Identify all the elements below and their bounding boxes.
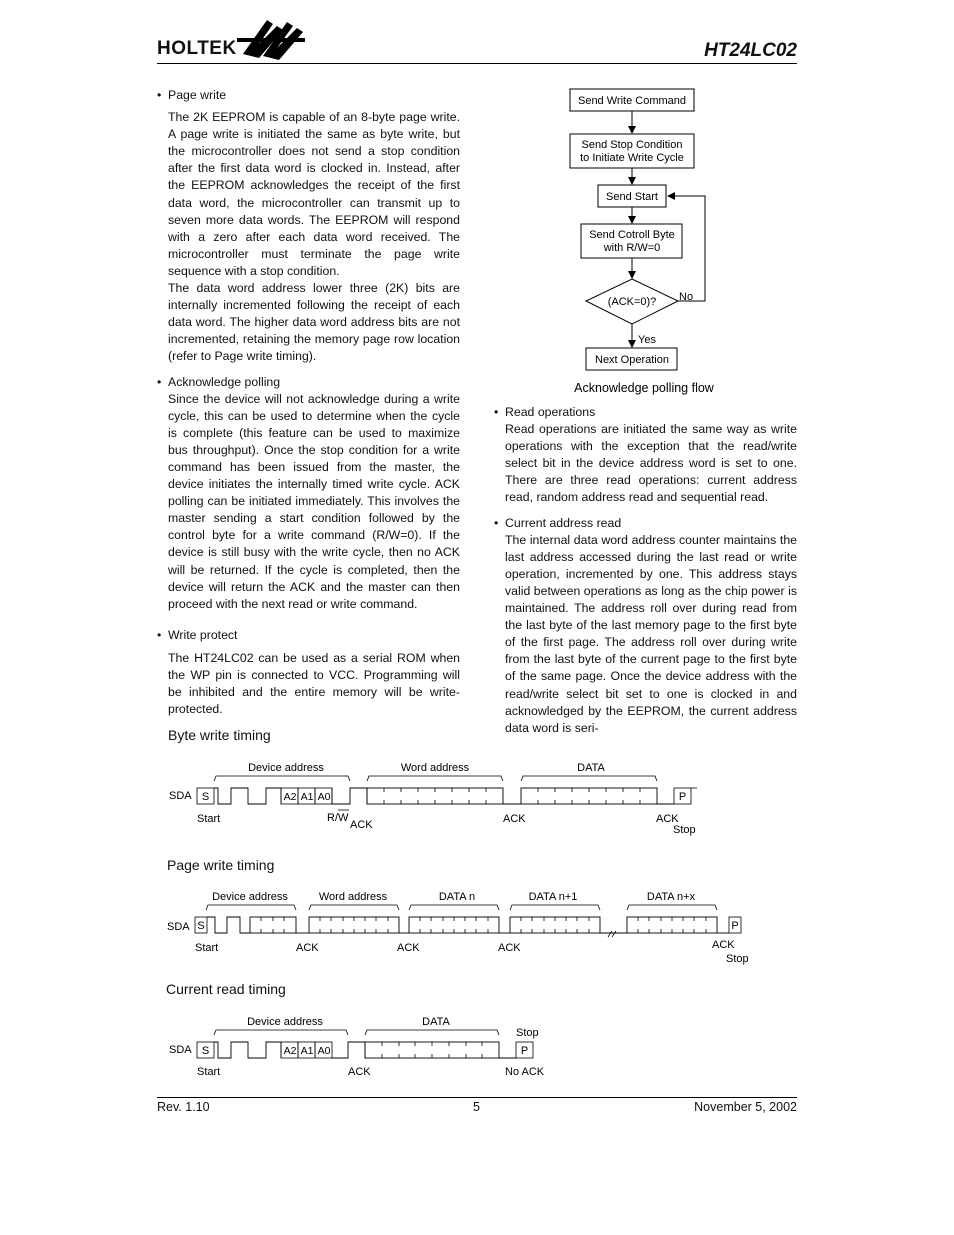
flow-box4-line1: Send Cotroll Byte: [589, 229, 675, 241]
document-title: HT24LC02: [704, 40, 797, 61]
header-rule: [157, 63, 797, 64]
cr-start-label: Start: [197, 1066, 221, 1078]
bw-data-label: DATA: [577, 762, 605, 774]
page-write-timing-diagram: [160, 884, 760, 969]
cr-a2: A2: [283, 1045, 297, 1057]
cr-a1: A1: [300, 1045, 314, 1057]
cr-a0: A0: [317, 1045, 331, 1057]
flow-caption: Acknowledge polling flow: [574, 381, 714, 395]
flow-box2-line1: Send Stop Condition: [581, 139, 683, 151]
logo-mark-icon: [237, 14, 307, 60]
pw-start-s: S: [197, 920, 205, 932]
logo-text: HOLTEK: [157, 38, 237, 59]
current-read-heading: • Current address read: [505, 515, 797, 532]
bw-stop-p: P: [678, 791, 687, 803]
bw-ack-2: ACK: [503, 813, 526, 825]
footer-rev: Rev. 1.10: [157, 1100, 210, 1114]
left-column: [168, 87, 460, 718]
flow-box5-label: Next Operation: [595, 354, 669, 366]
page-write-para-2: The data word address lower three (2K) bits are internally incremented following the receipt of each data word. The higher data word address bits are not incremented, retaining the memory page row location (refer to Page write timing).: [168, 281, 460, 364]
footer-rule: [157, 1097, 797, 1098]
bw-rw-r: R/: [327, 812, 338, 824]
pw-stop-label: Stop: [726, 953, 749, 965]
ack-polling-para: Since the device will not acknowledge during a write cycle, this can be used to determine when the cycle is complete (this feature can be used to maximize bus throughput). Once the stop condition for a write command has been issued from the master, the device initiates the internally timed write cycle. ACK polling can be initiated immediately. This involves the master sending a start condition followed by the control byte for a write command (R/W=0). If the device is still busy with the write cycle, then no ACK will be returned. If the cycle is completed, then the device will return the ACK and the master can then proceed with the next read or write command.: [168, 391, 460, 611]
pw-sda-label: SDA: [167, 921, 190, 933]
bw-a2: A2: [283, 791, 297, 803]
pw-data-nx-label: DATA n+x: [646, 891, 696, 903]
read-ops-heading: • Read operations: [505, 404, 797, 421]
pw-ack-1: ACK: [296, 942, 319, 954]
page-write-para-1: The 2K EEPROM is capable of an 8-byte page write. A page write is initiated the same as byte write, but the microcontroller does not send a stop condition after the first data word is clocked in. Instead, after the EEPROM acknowledges the receipt of the first data word, the microcontroller can transmit up to seven more data words. The EEPROM will respond with a zero after each data word received. The microcontroller must terminate the page write sequence with a stop condition.: [168, 110, 460, 278]
flow-box2-line2: to Initiate Write Cycle: [580, 152, 684, 164]
bw-ack-1: ACK: [350, 819, 373, 831]
bw-start-s: S: [201, 791, 210, 803]
pw-data-n1-label: DATA n+1: [528, 891, 578, 903]
pw-data-n-label: DATA n: [438, 891, 476, 903]
pw-word-address-label: Word address: [318, 891, 388, 903]
flow-box4-line2: with R/W=0: [603, 242, 661, 254]
write-protect-para: The HT24LC02 can be used as a serial ROM when the WP pin is connected to VCC. Programming will be inhibited and the entire memory will be write-protected.: [168, 650, 460, 717]
bw-start-label: Start: [197, 813, 221, 825]
footer-page-number: 5: [473, 1100, 480, 1114]
write-protect-heading: • Write protect: [168, 627, 460, 644]
bw-rw-w: W: [338, 812, 349, 824]
bw-ack-3: ACK: [656, 813, 679, 825]
flow-no-label: No: [679, 291, 694, 303]
pw-ack-3: ACK: [498, 942, 521, 954]
pw-device-address-label: Device address: [212, 891, 288, 903]
bw-a0: A0: [317, 791, 331, 803]
ack-polling-flowchart: [490, 86, 790, 406]
current-read-timing-diagram: [160, 1008, 580, 1083]
bw-a1: A1: [300, 791, 314, 803]
flow-box3-label: Send Start: [606, 191, 658, 203]
cr-sda-label: SDA: [169, 1044, 192, 1056]
flow-decision-label: (ACK=0)?: [607, 296, 657, 308]
byte-write-timing-title: Byte write timing: [168, 727, 271, 743]
cr-no-ack: No ACK: [505, 1066, 545, 1078]
page-write-heading: • Page write: [168, 87, 460, 104]
cr-data-label: DATA: [422, 1016, 450, 1028]
pw-break-icon: [608, 931, 616, 937]
bw-sda-label: SDA: [169, 790, 192, 802]
pw-ack-4: ACK: [712, 939, 735, 951]
pw-ack-2: ACK: [397, 942, 420, 954]
bw-device-address-label: Device address: [248, 762, 324, 774]
cr-stop-p: P: [520, 1045, 529, 1057]
right-column: [505, 404, 797, 737]
read-ops-para: Read operations are initiated the same way as write operations with the exception that the read/write select bit in the device address word is set to one. There are three read operations: current address read, random address read and sequential read.: [505, 422, 797, 505]
current-read-para: The internal data word address counter maintains the last address accessed during the last read or write operation, incremented by one. This address stays valid between operations as long as the chip power is maintained. The address roll over during read from the last byte of the last memory page to the first byte of the first page. The address roll over during write from the last byte of the current page to the first byte of the same page. Once the device address with the read/write select bit set to one is clocked in and acknowledged by the EEPROM, the current address data word is seri-: [505, 532, 797, 735]
ack-polling-heading: • Acknowledge polling: [168, 374, 460, 391]
current-read-timing-title: Current read timing: [166, 981, 286, 997]
cr-device-address-label: Device address: [247, 1016, 323, 1028]
bw-word-address-label: Word address: [400, 762, 470, 774]
byte-write-timing-diagram: [160, 755, 720, 840]
cr-ack: ACK: [348, 1066, 371, 1078]
flow-box1-label: Send Write Command: [577, 95, 687, 107]
cr-start-s: S: [201, 1045, 210, 1057]
holtek-logo: [157, 14, 307, 62]
flow-yes-label: Yes: [638, 334, 656, 346]
pw-start-label: Start: [195, 942, 219, 954]
page-write-timing-title: Page write timing: [167, 857, 275, 873]
footer-date: November 5, 2002: [694, 1100, 797, 1114]
cr-stop-label: Stop: [516, 1027, 539, 1039]
pw-stop-p: P: [731, 920, 739, 932]
bw-stop-label: Stop: [673, 824, 696, 836]
